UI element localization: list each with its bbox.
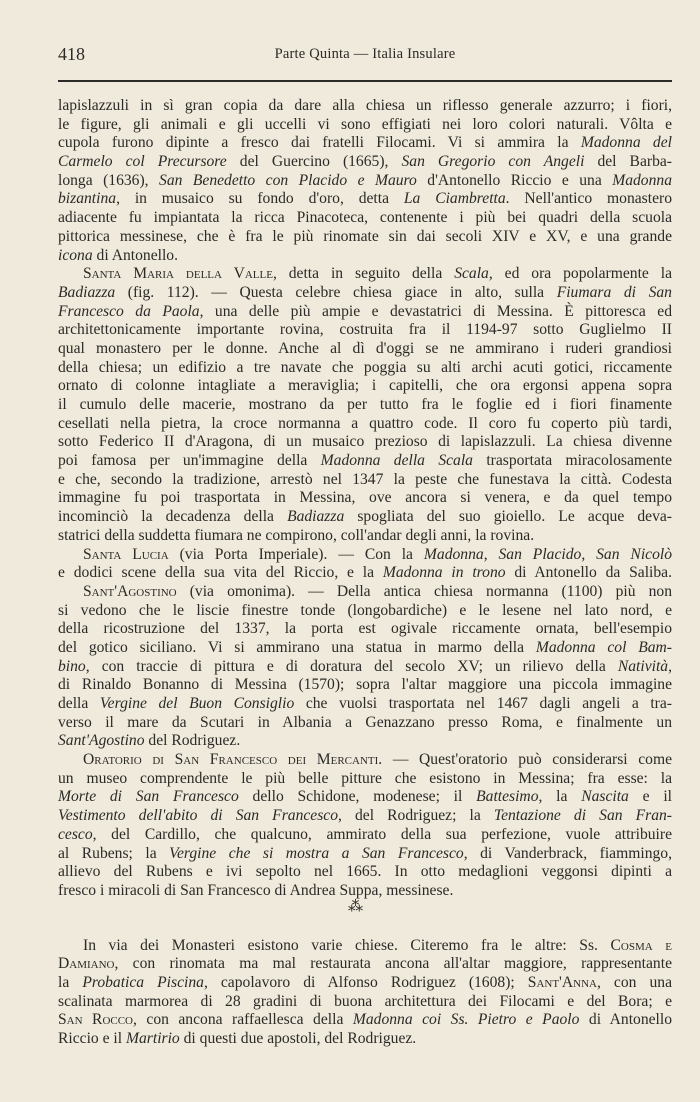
text-run: , del Cardillo, che qualcuno, ammirato della sua perfezione, vuole attribuire [92, 825, 672, 843]
italic-title: Vergine che si mostra a San Francesco [169, 844, 464, 862]
text-run: del Barba- [584, 153, 672, 171]
italic-title: Madonna [612, 171, 672, 189]
text-line [58, 583, 672, 602]
text-line [58, 732, 672, 751]
text-line [58, 153, 672, 172]
italic-title: Madonna [423, 545, 484, 563]
paragraph [58, 937, 672, 1049]
text-line [58, 993, 672, 1012]
text-line [58, 527, 672, 546]
italic-title: Madonna coi Ss. Pietro e Paolo [352, 1011, 580, 1029]
text-run: , con ancona raffaellesca della [133, 1011, 353, 1029]
text-line [58, 807, 672, 826]
text-run: lapislazzuli in sì gran copia da dare alla chiesa un riflesso generale azzurro; i fiori, [58, 97, 672, 114]
page-body [58, 97, 672, 1049]
text-run: di questi due apostoli, del Rodriguez. [179, 1030, 417, 1047]
text-line [58, 1011, 672, 1030]
text-line [58, 415, 672, 434]
text-run: , del Rodriguez; la [338, 807, 494, 825]
text-line [58, 508, 672, 527]
text-run: il cumulo delle macerie, mostrano da per tutto fra le foglie ed i fiori finamente [58, 396, 672, 413]
italic-title: Madonna della Scala [320, 452, 473, 470]
italic-title: cesco [58, 825, 93, 843]
text-line [58, 974, 672, 993]
text-run: , [581, 545, 597, 563]
text-run: verso il mare da Scutari in Albania a Genazzano presso Roma, e finalmente un [58, 713, 672, 731]
text-run: e il [628, 788, 672, 806]
small-caps-heading: Damiano [58, 955, 115, 973]
text-run: , [668, 657, 672, 675]
text-run: sotto Federico II d'Aragona, di un musaico prezioso di lapislazzuli. La chiesa divenne [58, 433, 672, 451]
text-run: , in musaico su fondo d'oro, detta [116, 190, 404, 208]
text-run: d'Antonello Riccio e una [416, 171, 613, 189]
text-line [58, 340, 672, 359]
text-line [58, 564, 672, 583]
running-header [58, 44, 672, 68]
text-run: adiacente fu impiantata la ricca Pinacoteca, contenente i più bei quadri della scuola [58, 209, 672, 227]
text-run: di Rinaldo Bonanno di Messina (1570); sopra l'altar maggiore una piccola immagine [58, 676, 672, 694]
text-run: qual monastero per le donne. Anche al dì d'oggi se ne ammirano i ruderi grandiosi [58, 339, 672, 357]
text-line [58, 172, 672, 191]
text-run: e dodici scene della sua vita del Riccio, e la [58, 564, 383, 582]
italic-title: Madonna del [580, 134, 672, 152]
text-run: trasportata miracolosamente [472, 452, 672, 470]
text-run: , capolavoro di Alfonso Rodriguez (1608); [203, 973, 528, 991]
text-run: (via omonima). — Della antica chiesa normanna (1100) più non [176, 582, 672, 600]
small-caps-heading: Oratorio di San Francesco dei Mercanti [83, 751, 379, 769]
text-line [58, 190, 672, 209]
text-run: allievo del Rubens e ivi sepolto nel 1665. In otto medaglioni veggonsi dipinti a [58, 863, 672, 881]
italic-title: Vestimento dell'abito di San Francesco [58, 807, 339, 825]
italic-title: Sant'Agostino [58, 732, 145, 750]
text-run: dello Schidone, modenese; il [238, 788, 477, 806]
paragraph [58, 265, 672, 545]
text-line [58, 489, 672, 508]
text-run: di Antonello da Saliba. [505, 564, 672, 582]
italic-title: La Ciambretta [403, 190, 506, 208]
text-run: , detta in seguito della [272, 265, 455, 283]
italic-title: Madonna col Bam- [535, 638, 672, 656]
text-line [58, 546, 672, 565]
text-line [58, 1030, 672, 1049]
text-run: , [483, 545, 499, 563]
text-run: della chiesa; un edifizio a tre navate che poggia su alti archi acuti gotici, riccamente [58, 358, 672, 376]
text-run: (fig. 112). — Questa celebre chiesa giace in alto, sulla [115, 283, 557, 301]
italic-title: Nascita [581, 788, 629, 806]
text-run: , una delle più ampie e devastatrici di Messina. È pittoresca ed [199, 302, 672, 320]
italic-title: Natività [617, 657, 669, 675]
text-line [58, 658, 672, 677]
text-line [58, 116, 672, 135]
text-run: del Guercino (1665), [226, 153, 402, 171]
header-rule [58, 80, 672, 82]
text-line [58, 639, 672, 658]
text-line [58, 452, 672, 471]
text-line [58, 770, 672, 789]
paragraph [58, 546, 672, 583]
text-line [58, 955, 672, 974]
text-line [58, 620, 672, 639]
text-line [58, 134, 672, 153]
text-line [58, 695, 672, 714]
page-number: 418 [58, 44, 85, 64]
text-run: statrici della suddetta fiumara ne compirono, coll'andar degli anni, la rovina. [58, 526, 535, 544]
text-run: spogliata del suo gioiello. Le acque deva- [344, 508, 672, 526]
italic-title: Carmelo col Precursore [58, 153, 227, 171]
text-line [58, 714, 672, 733]
small-caps-heading: Santa Lucia [83, 545, 169, 563]
text-run: cupola furono dipinte a fresco dai fratelli Filocami. Vi si ammira la [58, 134, 581, 152]
text-run: che vuolsi trasportata nel 1467 dagli angeli a tra- [294, 695, 672, 712]
italic-title: Scala [454, 265, 489, 283]
paragraph [58, 583, 672, 751]
italic-title: Morte di San Francesco [58, 788, 239, 806]
italic-title: Badiazza [58, 283, 116, 301]
text-run: e che, secondo la tradizione, arrestò nel 1347 la peste che funestava la città. Codesta [58, 470, 672, 488]
text-line [58, 97, 672, 116]
text-line [58, 284, 672, 303]
text-run: le figure, gli animali e gli uccelli vi sono effigiati nei loro colori naturali. Vôlta e [58, 115, 672, 133]
italic-title: Tentazione di San Fran- [493, 807, 672, 825]
text-run: del gotico siciliano. Vi si ammirano una statua in marmo della [58, 638, 536, 656]
text-run: immagine fu poi trasportata in Messina, ove ancora si venera, e da quel tempo [58, 489, 672, 507]
text-run: poi famosa per un'immagine della [58, 452, 321, 470]
small-caps-heading: Cosma e [610, 936, 673, 954]
italic-title: San Placido [498, 545, 582, 563]
text-line [58, 228, 672, 247]
italic-title: Probatica Piscina [82, 973, 204, 991]
text-run: scalinata marmorea di 28 gradini di buona architettura dei Filocami e del Bora; e [58, 992, 672, 1010]
text-run: della ricostruzione del 1337, la porta est ogivale riccamente ornata, bell'esempio [58, 620, 672, 638]
text-run: , la [538, 788, 582, 806]
text-run: , ed ora popolarmente la [488, 265, 672, 283]
text-line [58, 433, 672, 452]
small-caps-heading: Sant'Anna [527, 973, 597, 991]
text-line [58, 882, 672, 901]
italic-title: icona [58, 246, 93, 264]
text-run: della [58, 695, 100, 712]
text-run: al Rubens; la [58, 844, 170, 862]
italic-title: Martirio [126, 1030, 180, 1047]
italic-title: San Benedetto con Placido e Mauro [159, 171, 417, 189]
italic-title: San Nicolò [596, 545, 673, 563]
section-divider [58, 898, 672, 937]
text-run: fresco i miracoli di San Francesco di Andrea Suppa, messinese. [58, 881, 454, 899]
text-line [58, 396, 672, 415]
italic-title: Battesimo [476, 788, 539, 806]
text-line [58, 471, 672, 490]
text-line [58, 937, 672, 956]
text-run: longa (1636), [58, 171, 160, 189]
text-run: , con rinomata ma mal restaurata ancona all'altar maggiore, rappresentante [114, 955, 672, 973]
text-run: . — Quest'oratorio può considerarsi come [378, 751, 672, 769]
text-run: la [58, 973, 83, 991]
text-run: architettonicamente importante rovina, costruita fra il 1194-97 sotto Guglielmo II [58, 321, 672, 339]
italic-title: Badiazza [287, 508, 345, 526]
paragraph [58, 751, 672, 901]
small-caps-heading: Sant'Agostino [83, 582, 177, 600]
text-run: (via Porta Imperiale). — Con la [168, 545, 424, 563]
italic-title: bino [58, 657, 86, 675]
text-run: del Rodriguez. [144, 732, 241, 750]
text-line [58, 826, 672, 845]
text-run: di Antonello [579, 1011, 673, 1029]
italic-title: Madonna in trono [382, 564, 506, 582]
text-run: pittorica messinese, che è fra le più rinomate sin dai secoli XIV e XV, e una grande [58, 227, 672, 245]
text-line [58, 247, 672, 266]
text-line [58, 265, 672, 284]
text-run: . Nell'antico monastero [505, 190, 672, 208]
text-run: incominciò la decadenza della [58, 508, 288, 526]
text-run: , di Vanderbrack, fiammingo, [463, 844, 672, 862]
italic-title: Fiumara di San [556, 283, 672, 301]
text-line [58, 863, 672, 882]
small-caps-heading: San Rocco [58, 1011, 134, 1029]
text-line [58, 788, 672, 807]
text-run: si vedono che le liscie finestre tonde (longobardiche) e le lesene nel lato nord, e [58, 601, 672, 619]
text-run: di Antonello. [92, 246, 178, 264]
italic-title: Francesco da Paola [58, 302, 200, 320]
small-caps-heading: Santa Maria della Valle [83, 265, 273, 283]
italic-title: bizantina [58, 190, 117, 208]
paragraph [58, 97, 672, 265]
text-run: ornato di colonne intagliate a meraviglia; i capitelli, che ora ergonsi appena sopra [58, 377, 672, 395]
text-line [58, 321, 672, 340]
text-line [58, 359, 672, 378]
text-line [58, 377, 672, 396]
text-run: Riccio e il [58, 1030, 126, 1047]
italic-title: Vergine del Buon Consiglio [99, 695, 295, 712]
italic-title: San Gregorio con Angeli [401, 153, 585, 171]
text-run: un museo comprendente le più belle pitture che esistono in Messina; fra esse: la [58, 769, 672, 787]
text-line [58, 845, 672, 864]
text-line [58, 602, 672, 621]
text-line [58, 303, 672, 322]
text-run: , con traccie di pittura e di doratura del secolo XV; un rilievo della [85, 657, 618, 675]
text-line [58, 751, 672, 770]
text-run: , con una [596, 973, 672, 991]
text-line [58, 676, 672, 695]
text-run: In via dei Monasteri esistono varie chiese. Citeremo fra le altre: Ss. [83, 936, 611, 954]
text-line [58, 209, 672, 228]
running-title: Parte Quinta — Italia Insulare [274, 46, 456, 62]
asterism: ⁂ [348, 898, 363, 915]
text-run: cesellati nella pietra, la croce normanna a quattro code. Il coro fu coperto più tardi, [58, 414, 672, 432]
